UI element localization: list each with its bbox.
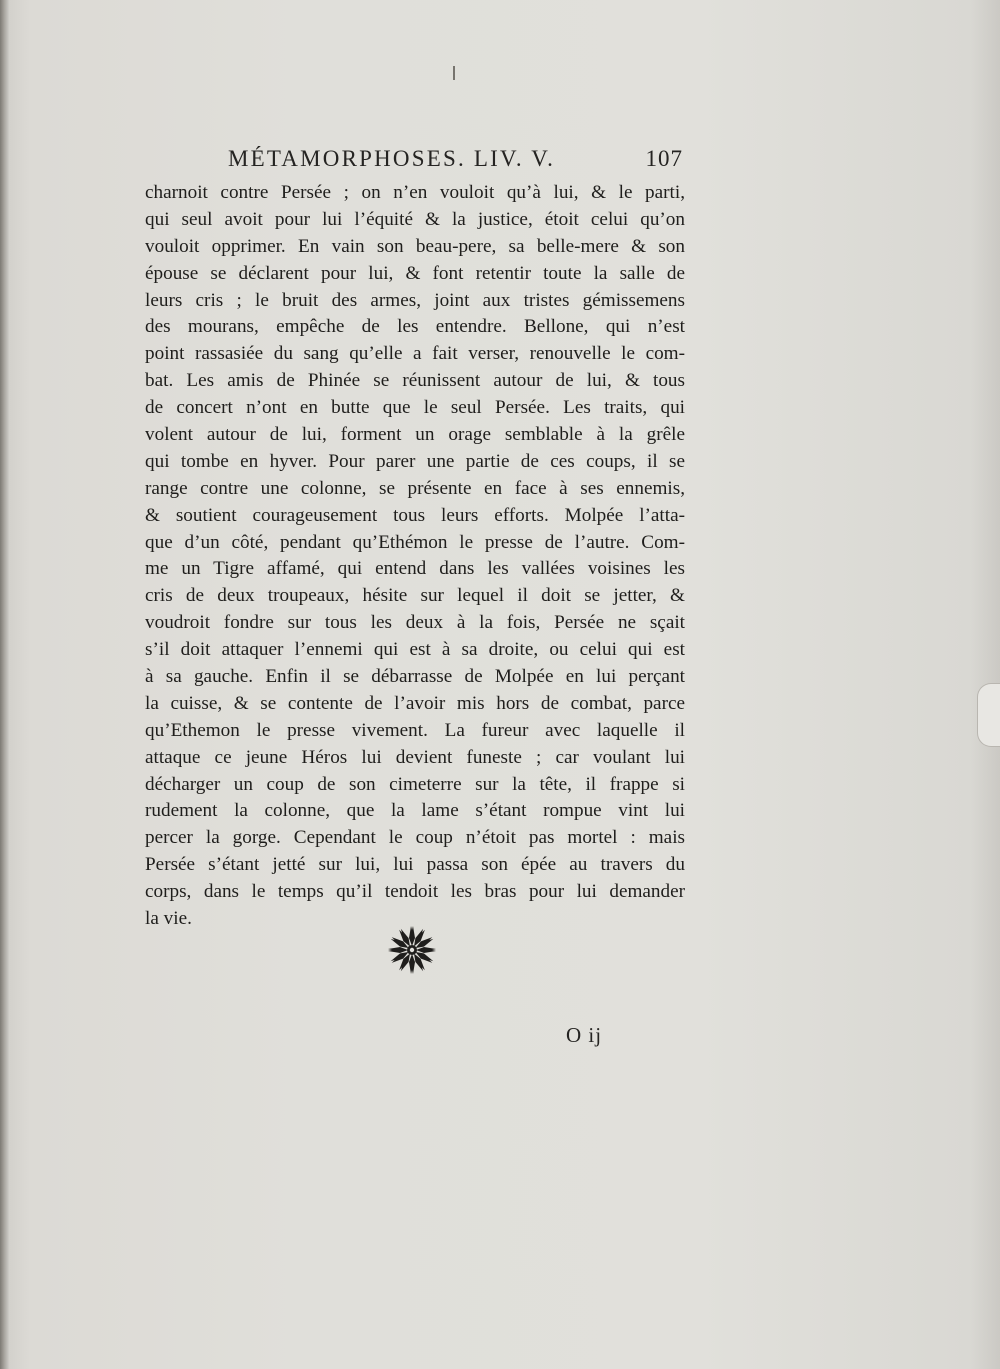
text-line: charnoit contre Persée ; on n’en vouloit qu’à lui, & le parti, [145,182,685,203]
text-line: qui seul avoit pour lui l’équité & la justice, étoit celui qu’on [145,208,685,230]
text-line-last: la vie. [145,908,192,930]
text-line: point rassasiée du sang qu’elle a fait verser, renouvelle le com- [145,343,685,365]
text-line: voudroit fondre sur tous les deux à la fois, Persée ne sçait [145,612,685,634]
body-text [145,180,685,933]
text-line: que d’un côté, pendant qu’Ethémon le presse de l’autre. Com- [145,531,685,553]
text-line: corps, dans le temps qu’il tendoit les bras pour lui demander [145,881,685,903]
text-line: range contre une colonne, se présente en face à ses ennemis, [145,477,685,499]
text-line: qui tombe en hyver. Pour parer une partie de ces coups, il se [145,450,685,472]
text-line: à sa gauche. Enfin il se débarrasse de Molpée en lui perçant [145,666,685,688]
text-line: me un Tigre affamé, qui entend dans les vallées voisines les [145,558,685,580]
text-line: qu’Ethemon le presse vivement. La fureur avec laquelle il [145,719,685,741]
page-tab-marker [977,683,1000,747]
text-line: leurs cris ; le bruit des armes, joint aux tristes gémissemens [145,289,685,311]
running-title: MÉTAMORPHOSES. LIV. V. [228,146,556,171]
text-line: Persée s’étant jetté sur lui, lui passa son épée au travers du [145,854,685,876]
fleuron-ornament-icon [386,924,438,976]
text-line: bat. Les amis de Phinée se réunissent autour de lui, & tous [145,370,685,392]
text-line: percer la gorge. Cependant le coup n’étoit pas mortel : mais [145,827,685,849]
text-line: & soutient courageusement tous leurs efforts. Molpée l’atta- [145,504,685,526]
binding-edge [0,0,9,1369]
text-line: décharger un coup de son cimeterre sur la tête, il frappe si [145,773,685,795]
text-line: attaque ce jeune Héros lui devient funeste ; car voulant lui [145,746,685,768]
text-line: des mourans, empêche de les entendre. Bellone, qui n’est [145,316,685,338]
text-line: rudement la colonne, que la lame s’étant rompue vint lui [145,800,685,822]
signature-mark: O ij [566,1023,603,1047]
text-line: vouloit opprimer. En vain son beau-pere, sa belle-mere & son [145,235,685,257]
text-line: épouse se déclarent pour lui, & font retentir toute la salle de [145,262,685,284]
text-line: volent autour de lui, forment un orage semblable à la grêle [145,424,685,446]
text-line: la cuisse, & se contente de l’avoir mis hors de combat, parce [145,692,685,714]
text-line: cris de deux troupeaux, hésite sur lequel il doit se jetter, & [145,585,685,607]
text-line: de concert n’ont en butte que le seul Persée. Les traits, qui [145,397,685,419]
page-number: 107 [645,146,683,171]
printing-mark [453,66,455,80]
page-header [228,146,683,180]
text-line: s’il doit attaquer l’ennemi qui est à sa droite, ou celui qui est [145,639,685,661]
